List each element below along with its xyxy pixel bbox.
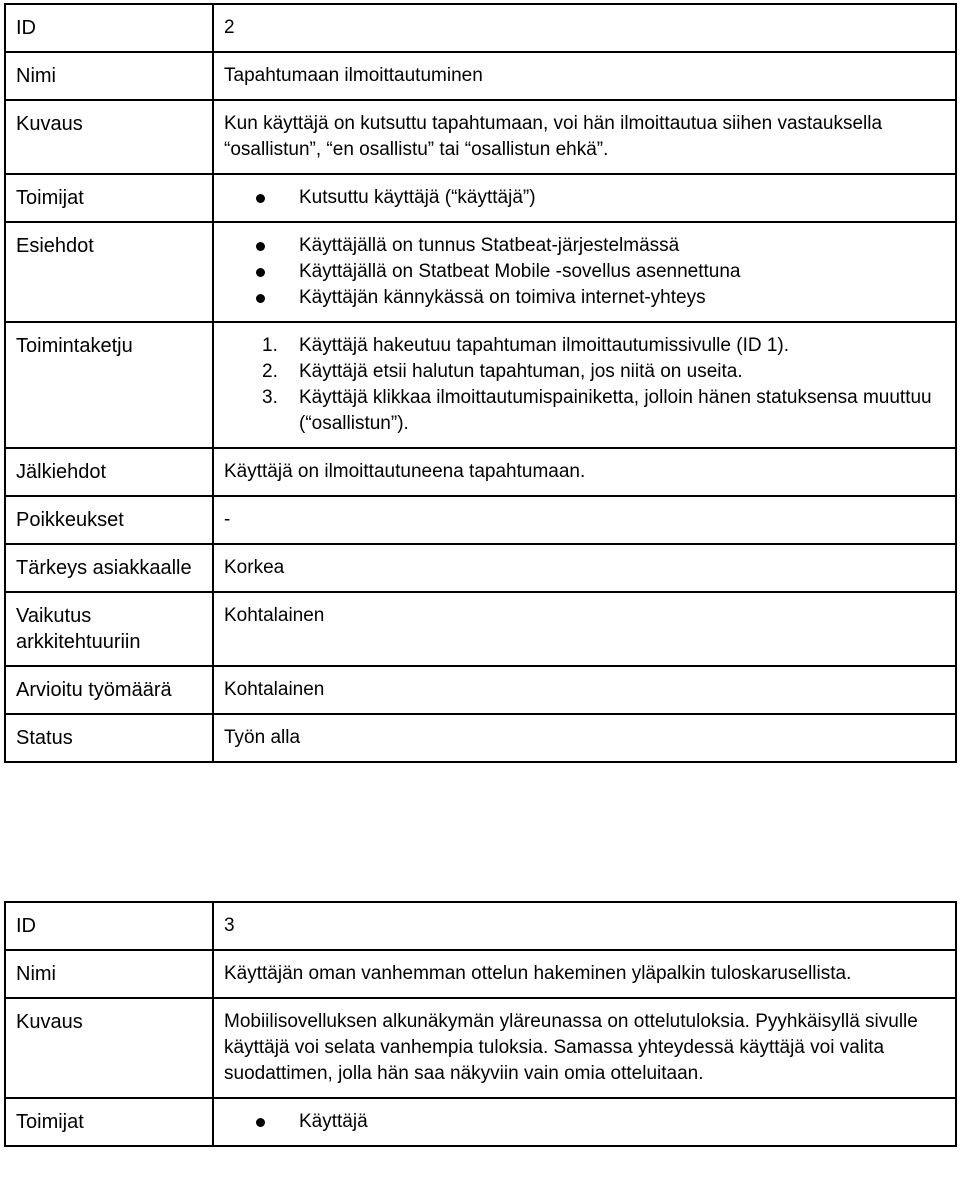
esiehdot-label: Esiehdot xyxy=(5,222,213,322)
list-item: Käyttäjällä on tunnus Statbeat-järjestelmässä xyxy=(224,233,945,259)
row-nimi xyxy=(5,950,956,998)
kuvaus-value: Mobiilisovelluksen alkunäkymän yläreunassa on ottelutuloksia. Pyyhkäisyllä sivulle käyttäjä voi selata vanhempia tuloksia. Samassa yhteydessä käyttäjä voi valita suodattimen, jolla hän saa näkyviin vain omia otteluitaan. xyxy=(213,998,956,1098)
row-tarkeys xyxy=(5,544,956,592)
toimintaketju-list xyxy=(224,333,945,437)
row-esiehdot xyxy=(5,222,956,322)
vaikutus-label: Vaikutus arkkitehtuuriin xyxy=(5,592,213,666)
use-case-table-2 xyxy=(4,3,957,763)
list-item xyxy=(224,359,945,385)
list-item: Käyttäjän kännykässä on toimiva internet-yhteys xyxy=(224,285,945,311)
row-poikkeukset xyxy=(5,496,956,544)
toimintaketju-label: Toimintaketju xyxy=(5,322,213,448)
status-label: Status xyxy=(5,714,213,762)
toimijat-value xyxy=(213,174,956,222)
esiehdot-value xyxy=(213,222,956,322)
row-kuvaus xyxy=(5,998,956,1098)
row-status xyxy=(5,714,956,762)
list-item: Käyttäjällä on Statbeat Mobile -sovellus asennettuna xyxy=(224,259,945,285)
row-vaikutus xyxy=(5,592,956,666)
step-number: 1. xyxy=(262,335,278,356)
row-toimijat xyxy=(5,1098,956,1146)
toimijat-label: Toimijat xyxy=(5,1098,213,1146)
row-jalkiehdot xyxy=(5,448,956,496)
kuvaus-value: Kun käyttäjä on kutsuttu tapahtumaan, voi hän ilmoittautua siihen vastauksella “osallistun”, “en osallistu” tai “osallistun ehkä”. xyxy=(213,100,956,174)
nimi-value: Käyttäjän oman vanhemman ottelun hakeminen yläpalkin tuloskarusellista. xyxy=(213,950,956,998)
step-number: 2. xyxy=(262,361,278,382)
id-value: 3 xyxy=(213,902,956,950)
step-text: Käyttäjä etsii halutun tapahtuman, jos niitä on useita. xyxy=(299,361,743,382)
id-value: 2 xyxy=(213,4,956,52)
poikkeukset-label: Poikkeukset xyxy=(5,496,213,544)
step-number: 3. xyxy=(262,387,278,408)
toimijat-value xyxy=(213,1098,956,1146)
list-item xyxy=(224,385,945,437)
step-text: Käyttäjä hakeutuu tapahtuman ilmoittautumissivulle (ID 1). xyxy=(299,335,790,356)
kuvaus-label: Kuvaus xyxy=(5,100,213,174)
nimi-label: Nimi xyxy=(5,52,213,100)
id-label: ID xyxy=(5,902,213,950)
use-case-table-3 xyxy=(4,901,957,1147)
vaikutus-value: Kohtalainen xyxy=(213,592,956,666)
row-kuvaus xyxy=(5,100,956,174)
tarkeys-label: Tärkeys asiakkaalle xyxy=(5,544,213,592)
list-item xyxy=(224,333,945,359)
row-nimi xyxy=(5,52,956,100)
id-label: ID xyxy=(5,4,213,52)
row-toimintaketju xyxy=(5,322,956,448)
toimijat-list xyxy=(224,185,945,211)
nimi-label: Nimi xyxy=(5,950,213,998)
jalkiehdot-value: Käyttäjä on ilmoittautuneena tapahtumaan. xyxy=(213,448,956,496)
step-text: Käyttäjä klikkaa ilmoittautumispainiketta, jolloin hänen statuksensa muuttuu (“osallistun”). xyxy=(299,387,932,434)
jalkiehdot-label: Jälkiehdot xyxy=(5,448,213,496)
toimijat-list xyxy=(224,1109,945,1135)
list-item: Käyttäjä xyxy=(224,1109,945,1135)
arvioitu-label: Arvioitu työmäärä xyxy=(5,666,213,714)
tarkeys-value: Korkea xyxy=(213,544,956,592)
row-toimijat xyxy=(5,174,956,222)
status-value: Työn alla xyxy=(213,714,956,762)
nimi-value: Tapahtumaan ilmoittautuminen xyxy=(213,52,956,100)
esiehdot-list xyxy=(224,233,945,311)
row-arvioitu xyxy=(5,666,956,714)
list-item: Kutsuttu käyttäjä (“käyttäjä”) xyxy=(224,185,945,211)
toimijat-label: Toimijat xyxy=(5,174,213,222)
row-id xyxy=(5,902,956,950)
poikkeukset-value: - xyxy=(213,496,956,544)
toimintaketju-value xyxy=(213,322,956,448)
row-id xyxy=(5,4,956,52)
arvioitu-value: Kohtalainen xyxy=(213,666,956,714)
kuvaus-label: Kuvaus xyxy=(5,998,213,1098)
